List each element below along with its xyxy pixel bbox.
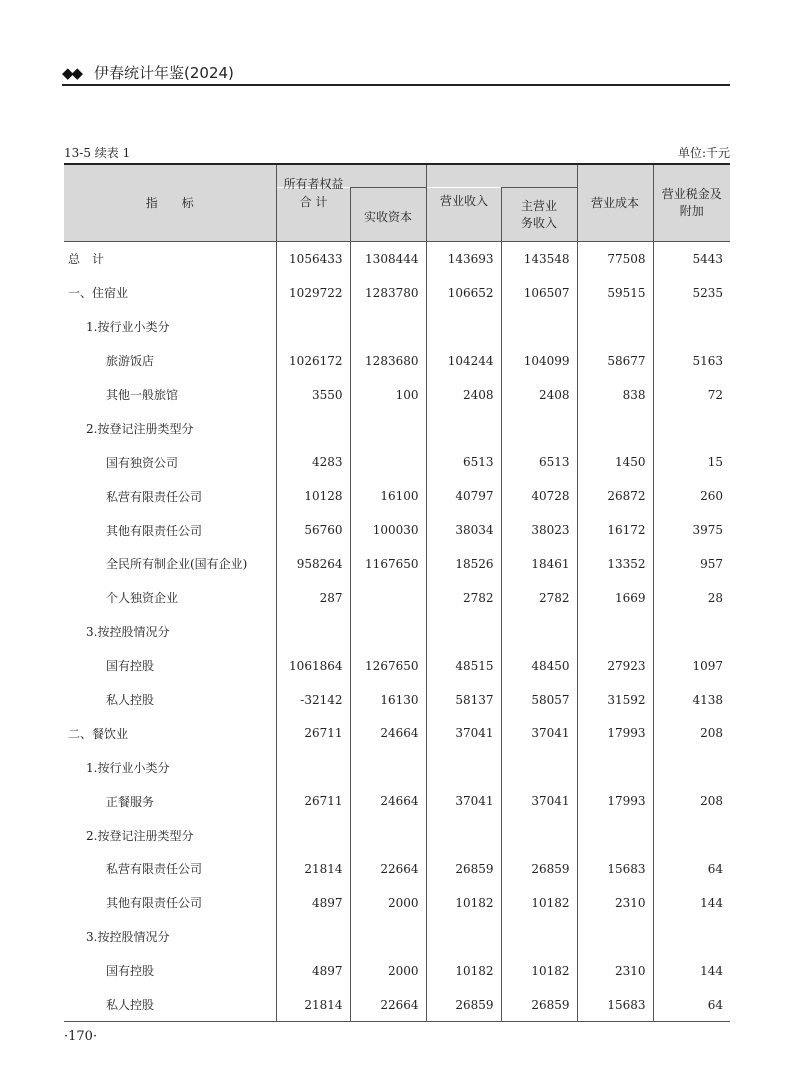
table-cell: 5163 — [692, 353, 723, 368]
table-row — [64, 750, 730, 784]
table-cell — [350, 310, 426, 344]
table-cell — [276, 750, 350, 784]
table-cell: 48515 — [426, 649, 501, 683]
table-row — [64, 784, 730, 818]
table-cell — [501, 310, 577, 344]
table-cell: 6513 — [501, 445, 577, 479]
row-label: 1.按行业小类分 — [64, 750, 276, 784]
table-cell: 104244 — [426, 344, 501, 378]
table-cell: 3550 — [276, 378, 350, 412]
book-header — [62, 62, 730, 86]
table-cell — [350, 411, 426, 445]
table-cell: 100 — [350, 378, 426, 412]
table-cell — [426, 310, 501, 344]
table-cell — [577, 818, 653, 852]
table-cell: 28 — [707, 590, 723, 605]
table-cell: 1267650 — [350, 649, 426, 683]
table-cell: 144 — [700, 895, 723, 910]
table-cell: 2408 — [426, 378, 501, 412]
table-cell: 957 — [700, 556, 723, 571]
table-cell: 144 — [700, 963, 723, 978]
diamond-icon: ◆◆ — [62, 64, 82, 82]
table-cell: 40728 — [501, 479, 577, 513]
table-cell: 106507 — [501, 276, 577, 310]
table-row — [64, 988, 730, 1022]
statistics-table — [64, 163, 730, 1022]
table-row — [64, 411, 730, 445]
table-label: 13-5 续表 1 — [64, 146, 131, 160]
table-cell: 13352 — [577, 547, 653, 581]
table-cell — [501, 750, 577, 784]
table-cell: 26711 — [276, 716, 350, 750]
table-cell: 1450 — [577, 445, 653, 479]
table-cell: 1056433 — [276, 242, 350, 276]
table-cell — [276, 818, 350, 852]
table-cell: 208 — [700, 726, 723, 741]
table-cell — [276, 310, 350, 344]
table-cell: 22664 — [350, 852, 426, 886]
table-row — [64, 242, 730, 276]
row-label: 个人独资企业 — [64, 581, 276, 615]
table-row — [64, 954, 730, 988]
table-cell: 1029722 — [276, 276, 350, 310]
table-cell — [501, 920, 577, 954]
table-cell: 26872 — [577, 479, 653, 513]
table-row — [64, 276, 730, 310]
table-cell: 21814 — [276, 852, 350, 886]
table-cell — [426, 818, 501, 852]
table-cell: 838 — [577, 378, 653, 412]
table-cell: 106652 — [426, 276, 501, 310]
table-cell: 1283680 — [350, 344, 426, 378]
table-cell: 100030 — [350, 513, 426, 547]
table-row — [64, 818, 730, 852]
table-cell — [276, 615, 350, 649]
table-cell — [577, 310, 653, 344]
table-cell: 24664 — [350, 716, 426, 750]
table-cell: 26859 — [426, 988, 501, 1022]
table-cell: 2782 — [426, 581, 501, 615]
row-label: 国有独资公司 — [64, 445, 276, 479]
table-cell: 10128 — [276, 479, 350, 513]
table-cell: 208 — [700, 794, 723, 809]
table-cell: 58677 — [577, 344, 653, 378]
table-cell — [653, 615, 730, 649]
row-label: 2.按登记注册类型分 — [64, 818, 276, 852]
table-cell: 2408 — [501, 378, 577, 412]
table-cell: 1061864 — [276, 649, 350, 683]
table-cell — [577, 920, 653, 954]
table-cell — [350, 615, 426, 649]
table-cell: 10182 — [426, 954, 501, 988]
table-cell: 77508 — [577, 242, 653, 276]
table-cell: 10182 — [501, 954, 577, 988]
table-cell: 37041 — [501, 784, 577, 818]
table-cell: 4283 — [276, 445, 350, 479]
header-tax: 营业税金及 附加 — [653, 165, 730, 242]
table-cell — [577, 750, 653, 784]
table-cell: 22664 — [350, 988, 426, 1022]
table-cell: -32142 — [276, 683, 350, 717]
table-cell — [350, 581, 426, 615]
row-label: 3.按控股情况分 — [64, 920, 276, 954]
table-cell: 6513 — [426, 445, 501, 479]
row-label: 1.按行业小类分 — [64, 310, 276, 344]
table-cell: 1669 — [577, 581, 653, 615]
book-title: 伊春统计年鉴(2024) — [94, 64, 234, 82]
table-cell — [653, 411, 730, 445]
header-indicator: 指 标 — [64, 165, 276, 242]
table-cell: 2782 — [501, 581, 577, 615]
table-cell — [350, 920, 426, 954]
table-cell — [653, 818, 730, 852]
table-row — [64, 649, 730, 683]
table-row — [64, 615, 730, 649]
table-cell: 26859 — [501, 852, 577, 886]
row-label: 其他有限责任公司 — [64, 886, 276, 920]
row-label: 全民所有制企业(国有企业) — [64, 547, 276, 581]
table-cell — [501, 818, 577, 852]
table-cell — [653, 750, 730, 784]
table-cell — [426, 411, 501, 445]
table-row — [64, 513, 730, 547]
header-revenue-text: 营业收入 — [439, 194, 488, 208]
table-cell: 58057 — [501, 683, 577, 717]
table-row — [64, 852, 730, 886]
header-equity-total — [276, 165, 426, 209]
table-cell: 31592 — [577, 683, 653, 717]
row-label: 私人控股 — [64, 683, 276, 717]
table-cell: 18526 — [426, 547, 501, 581]
header-revenue — [426, 165, 577, 208]
table-cell: 958264 — [276, 547, 350, 581]
table-cell: 59515 — [577, 276, 653, 310]
table-cell: 287 — [276, 581, 350, 615]
table-cell — [501, 411, 577, 445]
table-cell — [426, 750, 501, 784]
table-cell: 64 — [653, 988, 730, 1022]
table-cell: 1283780 — [350, 276, 426, 310]
table-cell — [426, 920, 501, 954]
table-cell — [577, 615, 653, 649]
table-cell: 1167650 — [350, 547, 426, 581]
table-cell: 26859 — [501, 988, 577, 1022]
table-row — [64, 886, 730, 920]
table-row — [64, 683, 730, 717]
table-cell: 1097 — [692, 658, 723, 673]
row-label: 二、餐饮业 — [64, 716, 276, 750]
table-cell: 15683 — [577, 852, 653, 886]
row-label: 总 计 — [64, 242, 276, 276]
table-cell: 5443 — [653, 242, 730, 276]
table-cell: 15 — [707, 455, 723, 470]
row-label: 3.按控股情况分 — [64, 615, 276, 649]
table-cell: 72 — [707, 387, 723, 402]
table-cell: 143548 — [501, 242, 577, 276]
table-cell: 10182 — [426, 886, 501, 920]
table-cell — [501, 615, 577, 649]
table-cell: 16100 — [350, 479, 426, 513]
table-cell: 15683 — [577, 988, 653, 1022]
unit-label: 单位:千元 — [677, 146, 730, 160]
table-cell: 38034 — [426, 513, 501, 547]
table-cell: 2310 — [577, 954, 653, 988]
table-row — [64, 547, 730, 581]
table-row — [64, 445, 730, 479]
table-row — [64, 920, 730, 954]
table-cell — [426, 615, 501, 649]
table-cell: 2310 — [577, 886, 653, 920]
table-row — [64, 344, 730, 378]
header-cost: 营业成本 — [577, 165, 653, 242]
table-cell: 4897 — [276, 886, 350, 920]
table-cell — [276, 411, 350, 445]
table-cell: 1026172 — [276, 344, 350, 378]
table-cell: 26711 — [276, 784, 350, 818]
table-cell — [577, 411, 653, 445]
row-label: 国有控股 — [64, 954, 276, 988]
table-row — [64, 479, 730, 513]
table-cell — [350, 445, 426, 479]
table-cell: 21814 — [276, 988, 350, 1022]
row-label: 私营有限责任公司 — [64, 852, 276, 886]
row-label: 其他有限责任公司 — [64, 513, 276, 547]
table-cell: 17993 — [577, 784, 653, 818]
row-label: 私人控股 — [64, 988, 276, 1022]
table-cell — [350, 750, 426, 784]
table-cell: 104099 — [501, 344, 577, 378]
table-row — [64, 378, 730, 412]
row-label: 私营有限责任公司 — [64, 479, 276, 513]
table-cell: 24664 — [350, 784, 426, 818]
table-row — [64, 310, 730, 344]
row-label: 其他一般旅馆 — [64, 378, 276, 412]
table-cell: 10182 — [501, 886, 577, 920]
row-label: 2.按登记注册类型分 — [64, 411, 276, 445]
table-cell — [350, 818, 426, 852]
table-cell: 2000 — [350, 886, 426, 920]
table-cell: 17993 — [577, 716, 653, 750]
header-equity-total-text: 所有者权益 合 计 — [283, 177, 344, 209]
table-cell: 26859 — [426, 852, 501, 886]
table-cell: 16130 — [350, 683, 426, 717]
table-row — [64, 716, 730, 750]
table-cell: 37041 — [501, 716, 577, 750]
table-cell: 143693 — [426, 242, 501, 276]
table-cell: 37041 — [426, 784, 501, 818]
table-cell: 2000 — [350, 954, 426, 988]
table-cell: 4897 — [276, 954, 350, 988]
table-cell: 18461 — [501, 547, 577, 581]
table-cell: 37041 — [426, 716, 501, 750]
table-cell: 16172 — [577, 513, 653, 547]
table-cell: 56760 — [276, 513, 350, 547]
table-cell — [653, 310, 730, 344]
row-label: 旅游饭店 — [64, 344, 276, 378]
table-cell — [653, 920, 730, 954]
table-cell: 64 — [707, 861, 723, 876]
table-cell: 5235 — [692, 285, 723, 300]
table-cell: 58137 — [426, 683, 501, 717]
table-cell: 4138 — [692, 692, 723, 707]
header-main-revenue: 主营业 务收入 — [501, 188, 577, 242]
table-cell: 3975 — [692, 523, 723, 538]
table-cell: 40797 — [426, 479, 501, 513]
table-cell: 27923 — [577, 649, 653, 683]
row-label: 一、住宿业 — [64, 276, 276, 310]
table-cell: 48450 — [501, 649, 577, 683]
table-cell: 260 — [700, 489, 723, 504]
table-cell: 1308444 — [350, 242, 426, 276]
row-label: 正餐服务 — [64, 784, 276, 818]
header-paid-capital: 实收资本 — [350, 188, 426, 242]
page-number: ·170· — [64, 1029, 98, 1044]
table-cell: 38023 — [501, 513, 577, 547]
table-cell — [276, 920, 350, 954]
row-label: 国有控股 — [64, 649, 276, 683]
table-row — [64, 581, 730, 615]
